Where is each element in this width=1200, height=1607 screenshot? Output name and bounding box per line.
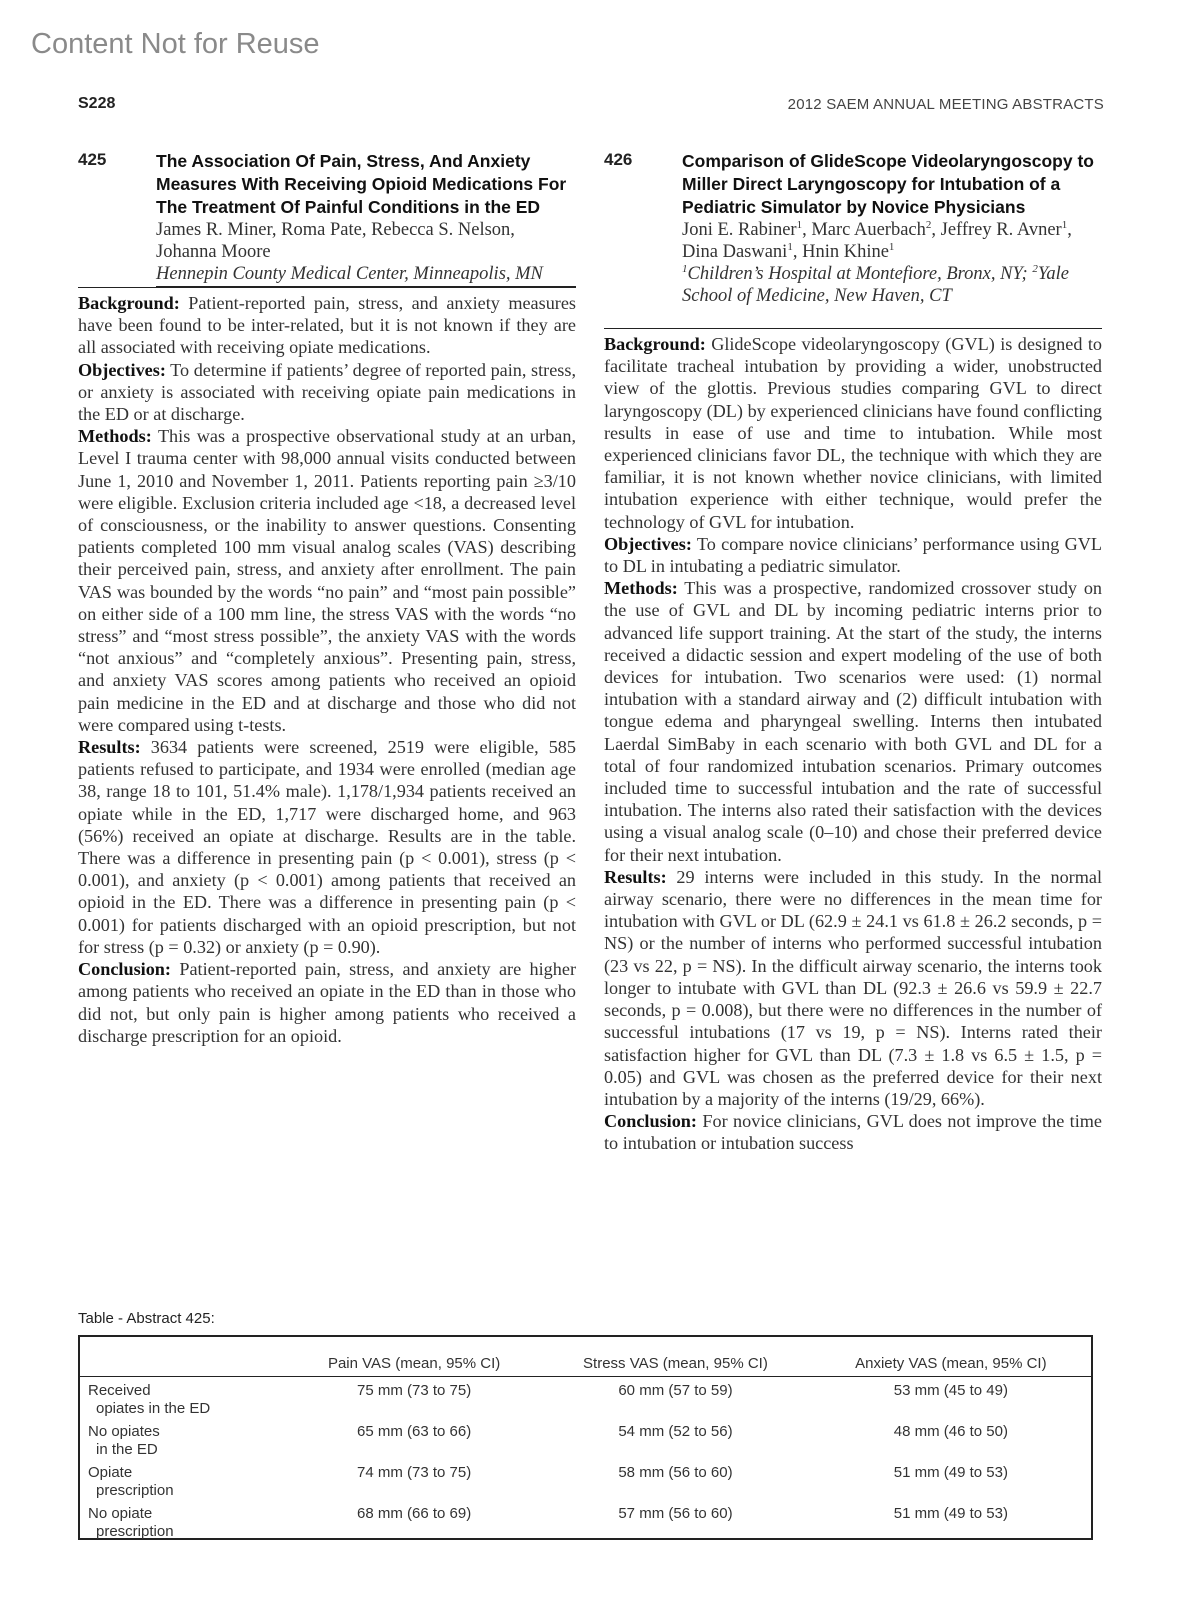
objectives-paragraph [604, 533, 1102, 577]
abstract-426-header [604, 150, 1102, 308]
abstract-426 [604, 150, 1102, 1155]
pain-cell: 65 mm (63 to 66) [356, 1423, 472, 1440]
author-affil-sup: 1 [888, 240, 895, 253]
objectives-label: Objectives: [78, 359, 166, 380]
stress-cell: 54 mm (52 to 56) [618, 1423, 733, 1440]
author-affil-sup: 2 [925, 218, 932, 231]
row-label [80, 1418, 288, 1459]
objectives-text: To determine if patients’ degree of reported pain, stress, or anxiety is associated with receiving opiate pain medications in the ED or at discharge. [78, 359, 577, 425]
conclusion-paragraph [604, 1110, 1102, 1154]
objectives-label: Objectives: [604, 533, 692, 554]
results-text: 3634 patients were screened, 2519 were eligible, 585 patients refused to participate, and 1934 were enrolled (median age 38, range 18 to 101, 51.4% male). 1,178/1,934 patients received an opiate while in the ED, 1,717 were discharged home, and 963 (56%) received an opiate at discharge. Results are in the table. There was a difference in presenting pain (p < 0.001), stress (p < 0.001), and anxiety (p < 0.001) among patients that received an opioid in the ED. There was a difference in presenting pain (p < 0.001) for patients discharged with an opioid prescription, but not for stress (p = 0.32) or anxiety (p = 0.90). [78, 737, 576, 957]
author-affil-sup: 1 [796, 218, 803, 231]
conclusion-label: Conclusion: [604, 1111, 697, 1132]
column-header-blank [80, 1337, 288, 1377]
affiliation-2: Yale School of Medicine, New Haven, CT [682, 264, 1070, 306]
methods-text: This was a prospective, randomized crossover study on the use of GVL and DL by incoming pediatric interns prior to advanced life support training. At the start of the study, the interns received a didactic session and expert modeling of the use of both devices for intubation. Two scenarios were used: (1) normal intubation with a standard airway and (2) difficult intubation with tongue edema and pharyngeal swelling. Interns then intubated Laerdal SimBaby in each scenario with both GVL and DL for a total of four randomized intubation scenarios. Primary outcomes included time to successful intubation and the rate of successful intubation. The interns also rated their satisfaction with the devices using a visual analog scale (0–10) and chose their preferred device for their next intubation. [604, 578, 1103, 865]
objectives-paragraph [78, 359, 576, 426]
table-row [80, 1377, 1091, 1419]
author-name: , Hnin Khine [792, 242, 889, 262]
results-paragraph [604, 866, 1102, 1110]
results-label: Results: [78, 737, 141, 758]
abstract-426-body [604, 328, 1102, 1155]
abstract-number: 425 [78, 150, 107, 169]
watermark: Content Not for Reuse [31, 28, 320, 60]
results-table [78, 1335, 1093, 1540]
abstract-425-body [78, 287, 576, 1047]
abstract-425-header [78, 150, 576, 287]
background-text: GlideScope videolaryngoscopy (GVL) is designed to facilitate tracheal intubation by providing a wider, unobstructed view of the glottis. Previous studies comparing GVL to direct laryngoscopy (DL) by experienced clinicians have found conflicting results in ease of use and time to intubation. While most experienced clinicians favor DL, the technique with which they are familiar, it is not known whether novice clinicians, with limited intubation experience with either technique, would prefer the technology of GVL for intubation. [604, 334, 1103, 532]
objectives-text: To compare novice clinicians’ performance using GVL to DL in intubating a pediatric simulator. [604, 533, 1102, 577]
abstract-title: Comparison of GlideScope Videolaryngoscopy to Miller Direct Laryngoscopy for Intubation of a Pediatric Simulator by Novice Physicians [682, 151, 1094, 217]
table-row [80, 1459, 1091, 1500]
row-label-line1: Opiate [88, 1464, 133, 1481]
row-label-line2: in the ED [96, 1441, 158, 1458]
author-affil-sup: 1 [787, 240, 793, 253]
row-label-line2: prescription [96, 1482, 174, 1499]
stress-cell: 58 mm (56 to 60) [618, 1464, 733, 1481]
anxiety-cell: 48 mm (46 to 50) [893, 1423, 1008, 1440]
pain-cell: 68 mm (66 to 69) [356, 1505, 472, 1522]
affiliation-1: Children’s Hospital at Montefiore, Bronx, NY; [687, 264, 1028, 284]
anxiety-cell: 53 mm (45 to 49) [893, 1382, 1008, 1399]
table-header-row [80, 1337, 1091, 1377]
affil-sup: 1 [682, 262, 688, 275]
abstract-affiliation: Hennepin County Medical Center, Minneapolis, MN [156, 263, 576, 287]
background-paragraph [78, 292, 576, 359]
row-label [80, 1459, 288, 1500]
pain-cell: 75 mm (73 to 75) [356, 1382, 472, 1399]
conclusion-text: For novice clinicians, GVL does not improve the time to intubation or intubation success [604, 1111, 1102, 1154]
background-label: Background: [78, 293, 180, 313]
conclusion-paragraph [78, 958, 576, 1047]
abstract-number: 426 [604, 150, 633, 169]
table-row [80, 1418, 1091, 1459]
row-label-line1: No opiate [88, 1505, 153, 1522]
affil-sup: 2 [1032, 262, 1038, 275]
table-caption: Table - Abstract 425: [78, 1310, 215, 1327]
anxiety-cell: 51 mm (49 to 53) [893, 1505, 1008, 1522]
background-paragraph [604, 333, 1102, 533]
row-label-line1: No opiates [88, 1423, 160, 1440]
row-label-line2: opiates in the ED [96, 1400, 211, 1417]
methods-paragraph [604, 577, 1102, 866]
methods-label: Methods: [604, 578, 678, 599]
methods-text: This was a prospective observational study at an urban, Level I trauma center with 98,000 annual visits conducted between June 1, 2010 and November 1, 2011. Patients reporting pain ≥3/10 were eligible. Exclusion criteria included age <18, a decreased level of consciousness, or the inability to answer questions. Consenting patients completed 100 mm visual analog scales (VAS) describing their perceived pain, stress, and anxiety after enrollment. The pain VAS was bounded by the words “no pain” and “most pain possible” on either side of a 100 mm line, the stress VAS with the words “no stress” and “most stress possible”, the anxiety VAS with the words “not anxious” and “completely anxious”. Presenting pain, stress, and anxiety VAS scores among patients who received an opioid pain medicine in the ED and at discharge and those who did not were compared using t-tests. [78, 426, 577, 735]
row-label [80, 1500, 288, 1541]
abstract-425 [78, 150, 576, 1047]
results-label: Results: [604, 866, 667, 887]
conclusion-text: Patient-reported pain, stress, and anxiety are higher among patients who received an opiate in the ED than in those who did not, but only pain is higher among patients who received a discharge prescription for an opioid. [78, 959, 576, 1046]
journal-running-head: 2012 SAEM ANNUAL MEETING ABSTRACTS [787, 96, 1104, 113]
author-name: , Dina Daswani [682, 220, 1072, 262]
author-name: , Marc Auerbach [802, 220, 926, 240]
results-paragraph [78, 736, 576, 958]
row-label-line2: prescription [96, 1523, 174, 1540]
pain-cell: 74 mm (73 to 75) [356, 1464, 472, 1481]
abstract-affiliation [682, 263, 1102, 308]
conclusion-label: Conclusion: [78, 959, 171, 980]
table-row [80, 1500, 1091, 1541]
row-label [80, 1377, 288, 1419]
table-grid [80, 1337, 1091, 1541]
stress-cell: 57 mm (56 to 60) [618, 1505, 733, 1522]
column-header-anxiety: Anxiety VAS (mean, 95% CI) [811, 1337, 1091, 1377]
methods-paragraph [78, 425, 576, 736]
results-text: 29 interns were included in this study. In the normal airway scenario, there were no differences in the mean time for intubation with GVL or DL (62.9 ± 24.1 vs 61.8 ± 26.2 seconds, p = NS) or the number of interns who performed successful intubation (23 vs 22, p = NS). In the difficult airway scenario, the interns took longer to intubate with GVL than DL (92.3 ± 26.6 vs 59.9 ± 22.7 seconds, p = 0.008), but there were no differences in the number of successful intubations (17 vs 19, p = NS). Interns rated their satisfaction higher for GVL than DL (7.3 ± 1.8 vs 6.5 ± 1.5, p = 0.05) and GVL was chosen as the preferred device for their next intubation by a majority of the interns (19/29, 66%). [604, 866, 1102, 1109]
stress-cell: 60 mm (57 to 59) [618, 1382, 733, 1399]
background-text: Patient-reported pain, stress, and anxiety measures have been found to be inter-related, but it is not known if they are all associated with receiving opiate medications. [78, 293, 576, 358]
column-header-stress: Stress VAS (mean, 95% CI) [540, 1337, 811, 1377]
abstract-authors: James R. Miner, Roma Pate, Rebecca S. Nelson, Johanna Moore [156, 220, 515, 262]
author-affil-sup: 1 [1061, 218, 1068, 231]
author-name: Joni E. Rabiner [682, 220, 797, 240]
page-number: S228 [78, 95, 116, 112]
anxiety-cell: 51 mm (49 to 53) [893, 1464, 1008, 1481]
methods-label: Methods: [78, 426, 152, 447]
row-label-line1: Received [88, 1382, 151, 1399]
abstract-title: The Association Of Pain, Stress, And Anxiety Measures With Receiving Opioid Medications For The Treatment Of Painful Conditions in the ED [156, 151, 567, 217]
background-label: Background: [604, 334, 706, 354]
author-name: , Jeffrey R. Avner [931, 220, 1062, 240]
column-header-pain: Pain VAS (mean, 95% CI) [288, 1337, 540, 1377]
abstract-authors [682, 219, 1102, 263]
